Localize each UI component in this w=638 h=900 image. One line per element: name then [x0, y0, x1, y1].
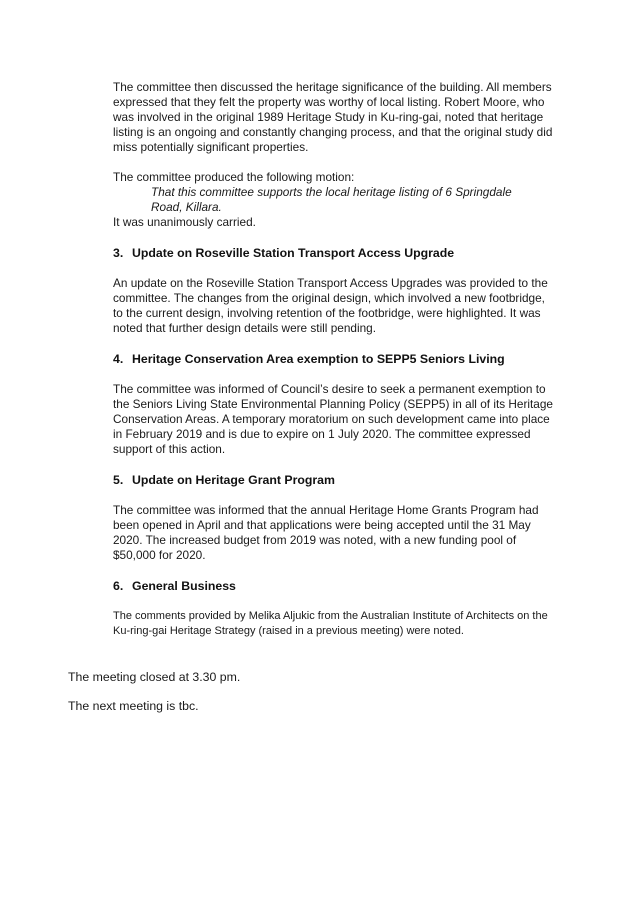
motion-result: It was unanimously carried.	[113, 215, 256, 229]
motion-intro: The committee produced the following motion:	[113, 170, 355, 184]
heritage-discussion-paragraph: The committee then discussed the heritage significance of the building. All members expressed that they felt the property was worthy of local listing. Robert Moore, who was involved in the original 1989 Heritage Study in Ku-ring-gai, noted that heritage listing is an ongoing and constantly changing process, and that the original study did miss potentially significant properties.	[113, 80, 553, 154]
section-body-5: The committee was informed that the annual Heritage Home Grants Program had been opened in April and that applications were being accepted until the 31 May 2020. The increased budget from 2019 was noted, with a new funding pool of $50,000 for 2020.	[113, 503, 539, 562]
section-heading-6: 6. General Business	[113, 579, 236, 593]
next-meeting-text: The next meeting is tbc.	[68, 699, 199, 713]
meeting-closed-text: The meeting closed at 3.30 pm.	[68, 670, 241, 684]
section-body-6: The comments provided by Melika Aljukic from the Australian Institute of Architects on the Ku-ring-gai Heritage Strategy (raised in a previous meeting) were noted.	[113, 610, 548, 637]
motion-text: That this committee supports the local heritage listing of 6 Springdale Road, Killara.	[151, 185, 512, 214]
minutes-body	[113, 80, 553, 653]
section-heading-4: 4. Heritage Conservation Area exemption to SEPP5 Seniors Living	[113, 352, 505, 366]
section-heading-3: 3. Update on Roseville Station Transport Access Upgrade	[113, 246, 455, 260]
section-heading-5: 5. Update on Heritage Grant Program	[113, 473, 335, 487]
section-body-3: An update on the Roseville Station Transport Access Upgrades was provided to the committee. The changes from the original design, which involved a new footbridge, to the current design, involving retention of the footbridge, were highlighted. It was noted that further design details were still pending.	[113, 276, 548, 335]
section-body-4: The committee was informed of Council’s desire to seek a permanent exemption to the Seniors Living State Environmental Planning Policy (SEPP5) in all of its Heritage Conservation Areas. A temporary moratorium on such development came into place in February 2019 and is due to expire on 1 July 2020. The committee expressed support of this action.	[113, 382, 553, 456]
